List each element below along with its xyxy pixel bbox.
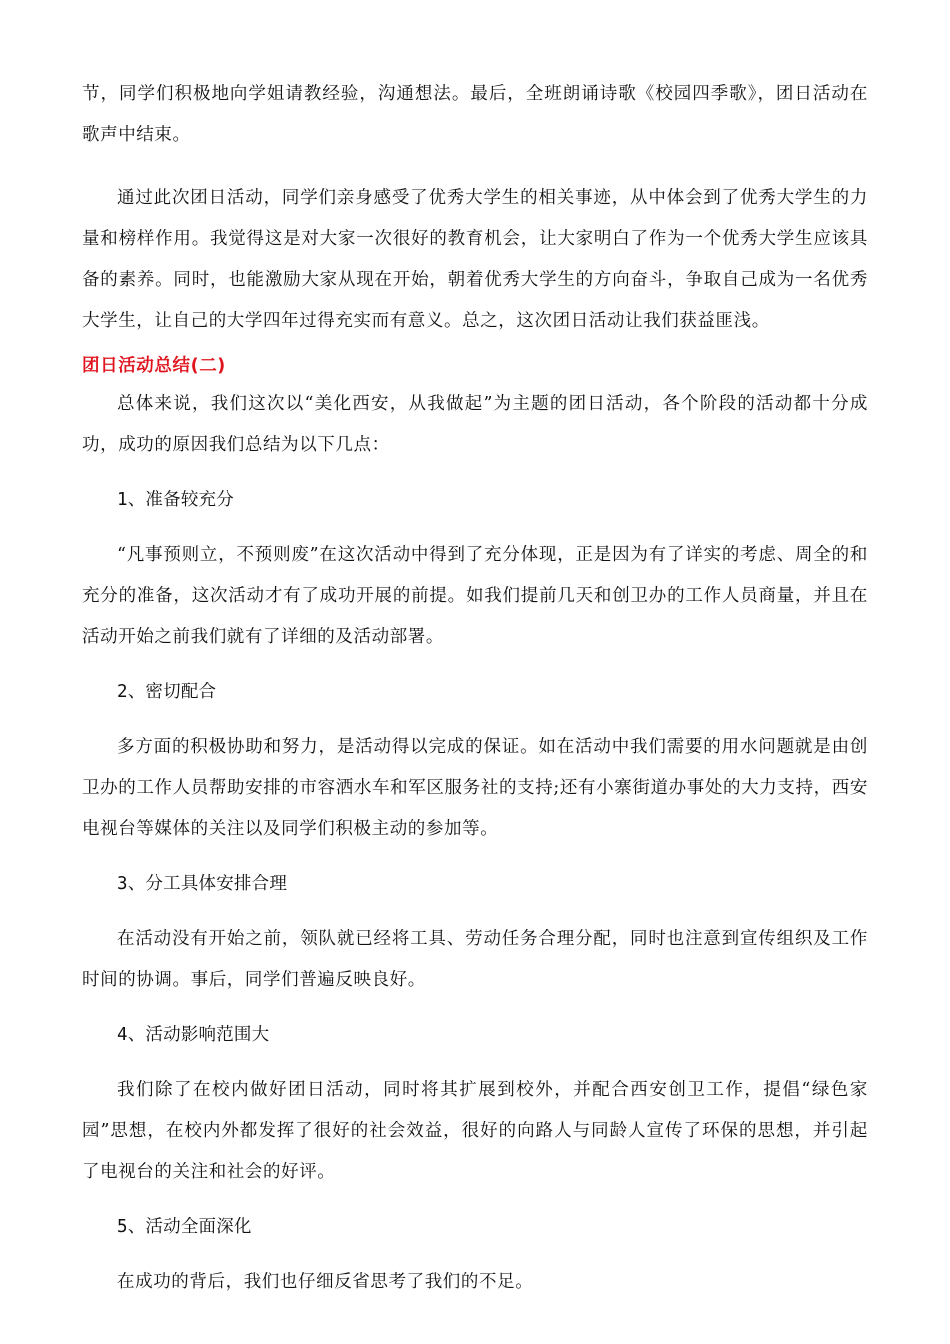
list-item-heading-4: 4、活动影响范围大 — [117, 1025, 270, 1045]
paragraph-item-5: 在成功的背后，我们也仔细反省思考了我们的不足。 — [117, 1272, 534, 1292]
list-item-heading-2: 2、密切配合 — [117, 682, 217, 702]
paragraph-intro: 总体来说，我们这次以“美化西安，从我做起”为主题的团日活动，各个阶段的活动都十分成功，成功的原因我们总结为以下几点： — [82, 394, 868, 455]
paragraph-item-1: “凡事预则立，不预则废”在这次活动中得到了充分体现，正是因为有了详实的考虑、周全的和充分的准备，这次活动才有了成功开展的前提。如我们提前几天和创卫办的工作人员商量，并且在活动开始之前我们就有了详细的及活动部署。 — [82, 545, 868, 647]
document-body — [82, 74, 868, 1303]
list-item-heading-3: 3、分工具体安排合理 — [117, 874, 288, 894]
section-heading: 团日活动总结(二) — [82, 356, 226, 376]
paragraph-continuation: 节，同学们积极地向学姐请教经验，沟通想法。最后，全班朗诵诗歌《校园四季歌》，团日活动在歌声中结束。 — [82, 84, 868, 145]
list-item-heading-5: 5、活动全面深化 — [117, 1217, 252, 1237]
paragraph-item-4: 我们除了在校内做好团日活动，同时将其扩展到校外，并配合西安创卫工作，提倡“绿色家园”思想，在校内外都发挥了很好的社会效益，很好的向路人与同龄人宣传了环保的思想，并引起了电视台的关注和社会的好评。 — [82, 1080, 868, 1182]
paragraph-item-3: 在活动没有开始之前，领队就已经将工具、劳动任务合理分配，同时也注意到宣传组织及工作时间的协调。事后，同学们普遍反映良好。 — [82, 929, 868, 990]
paragraph-item-2: 多方面的积极协助和努力，是活动得以完成的保证。如在活动中我们需要的用水问题就是由创卫办的工作人员帮助安排的市容洒水车和军区服务社的支持;还有小寨街道办事处的大力支持，西安电视台等媒体的关注以及同学们积极主动的参加等。 — [82, 737, 868, 839]
paragraph-reflection: 通过此次团日活动，同学们亲身感受了优秀大学生的相关事迹，从中体会到了优秀大学生的力量和榜样作用。我觉得这是对大家一次很好的教育机会，让大家明白了作为一个优秀大学生应该具备的素养。同时，也能激励大家从现在开始，朝着优秀大学生的方向奋斗，争取自己成为一名优秀大学生，让自己的大学四年过得充实而有意义。总之，这次团日活动让我们获益匪浅。 — [82, 188, 868, 331]
list-item-heading-1: 1、准备较充分 — [117, 490, 234, 510]
